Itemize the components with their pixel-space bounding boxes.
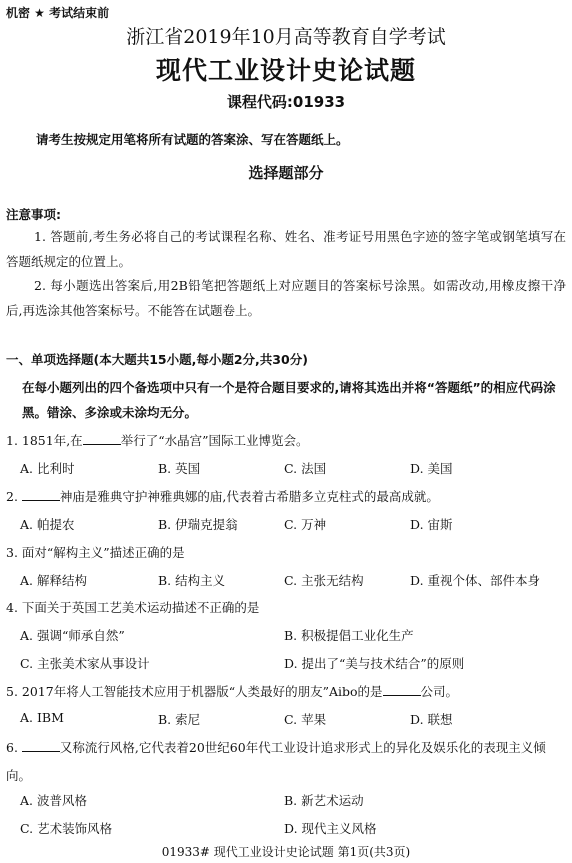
q5-option-a: A. IBM: [20, 710, 64, 725]
page-footer: 01933# 现代工业设计史论试题 第1页(共3页): [161, 845, 411, 859]
q1-option-d: D. 美国: [410, 461, 453, 476]
answer-blank: [383, 683, 421, 696]
q5-option-d: D. 联想: [410, 712, 453, 727]
question-1-text-post: 举行了“水晶宫”国际工业博览会。: [120, 433, 309, 448]
section-heading: 一、单项选择题(本大题共15小题,每小题2分,共30分): [6, 352, 308, 367]
q3-option-d: D. 重视个体、部件本身: [410, 573, 541, 588]
q5-option-c: C. 苹果: [284, 712, 327, 727]
section-directions: 在每小题列出的四个备选项中只有一个是符合题目要求的,请将其选出并将“答题纸”的相应代码涂黑。错涂、多涂或未涂均无分。: [22, 380, 556, 420]
notice-heading: 注意事项:: [6, 207, 61, 222]
q1-option-b: B. 英国: [158, 461, 201, 476]
question-1-text-pre: 1. 1851年,在: [6, 433, 83, 448]
question-2-text-post: 神庙是雅典守护神雅典娜的庙,代表着古希腊多立克柱式的最高成就。: [59, 489, 439, 504]
question-1: [6, 431, 308, 449]
q2-option-d: D. 宙斯: [410, 517, 453, 532]
question-6: [6, 734, 566, 790]
q3-option-a: A. 解释结构: [20, 573, 87, 588]
q4-option-a: A. 强调“师承自然”: [20, 628, 125, 643]
answer-blank: [22, 488, 60, 501]
q1-option-a: A. 比利时: [20, 461, 75, 476]
q6-option-c: C. 艺术装饰风格: [20, 821, 113, 836]
part-title: 选择题部分: [248, 164, 324, 182]
q1-option-c: C. 法国: [284, 461, 327, 476]
answer-blank: [83, 432, 121, 445]
q3-option-b: B. 结构主义: [158, 573, 226, 588]
q6-option-b: B. 新艺术运动: [284, 793, 364, 808]
q5-option-b: B. 索尼: [158, 712, 201, 727]
exam-title: 浙江省2019年10月高等教育自学考试: [126, 26, 446, 48]
question-5: [6, 682, 458, 700]
q4-option-c: C. 主张美术家从事设计: [20, 656, 150, 671]
notice-item-1: 1. 答题前,考生务必将自己的考试课程名称、姓名、准考证号用黑色字迹的签字笔或钢笔填写在答题纸规定的位置上。: [6, 229, 566, 269]
paper-title: 现代工业设计史论试题: [155, 56, 416, 85]
q2-option-c: C. 万神: [284, 517, 327, 532]
answer-instruction: 请考生按规定用笔将所有试题的答案涂、写在答题纸上。: [36, 132, 349, 147]
question-2-text-pre: 2.: [6, 489, 22, 504]
question-3: 3. 面对“解构主义”描述正确的是: [6, 545, 185, 560]
question-4: 4. 下面关于英国工艺美术运动描述不正确的是: [6, 600, 260, 615]
q4-option-b: B. 积极提倡工业化生产: [284, 628, 414, 643]
question-5-text-post: 公司。: [420, 684, 459, 699]
q4-option-d: D. 提出了“美与技术结合”的原则: [284, 656, 465, 671]
confidential-label: 机密 ★ 考试结束前: [6, 6, 110, 20]
question-6-text-post: 又称流行风格,它代表着20世纪60年代工业设计追求形式上的异化及娱乐化的表现主义倾向。: [6, 740, 546, 783]
notice-item-2: 2. 每小题选出答案后,用2B铅笔把答题纸上对应题目的答案标号涂黑。如需改动,用橡皮擦干净后,再选涂其他答案标号。不能答在试题卷上。: [6, 278, 566, 318]
q3-option-c: C. 主张无结构: [284, 573, 364, 588]
course-code: 课程代码:01933: [226, 93, 346, 111]
question-5-text-pre: 5. 2017年将人工智能技术应用于机器版“人类最好的朋友”Aibo的是: [6, 684, 383, 699]
q2-option-a: A. 帕提农: [20, 517, 75, 532]
answer-blank: [22, 739, 60, 752]
q6-option-d: D. 现代主义风格: [284, 821, 377, 836]
question-6-text-pre: 6.: [6, 740, 22, 755]
q6-option-a: A. 波普风格: [20, 793, 87, 808]
question-2: [6, 487, 439, 505]
q2-option-b: B. 伊瑞克提翁: [158, 517, 238, 532]
